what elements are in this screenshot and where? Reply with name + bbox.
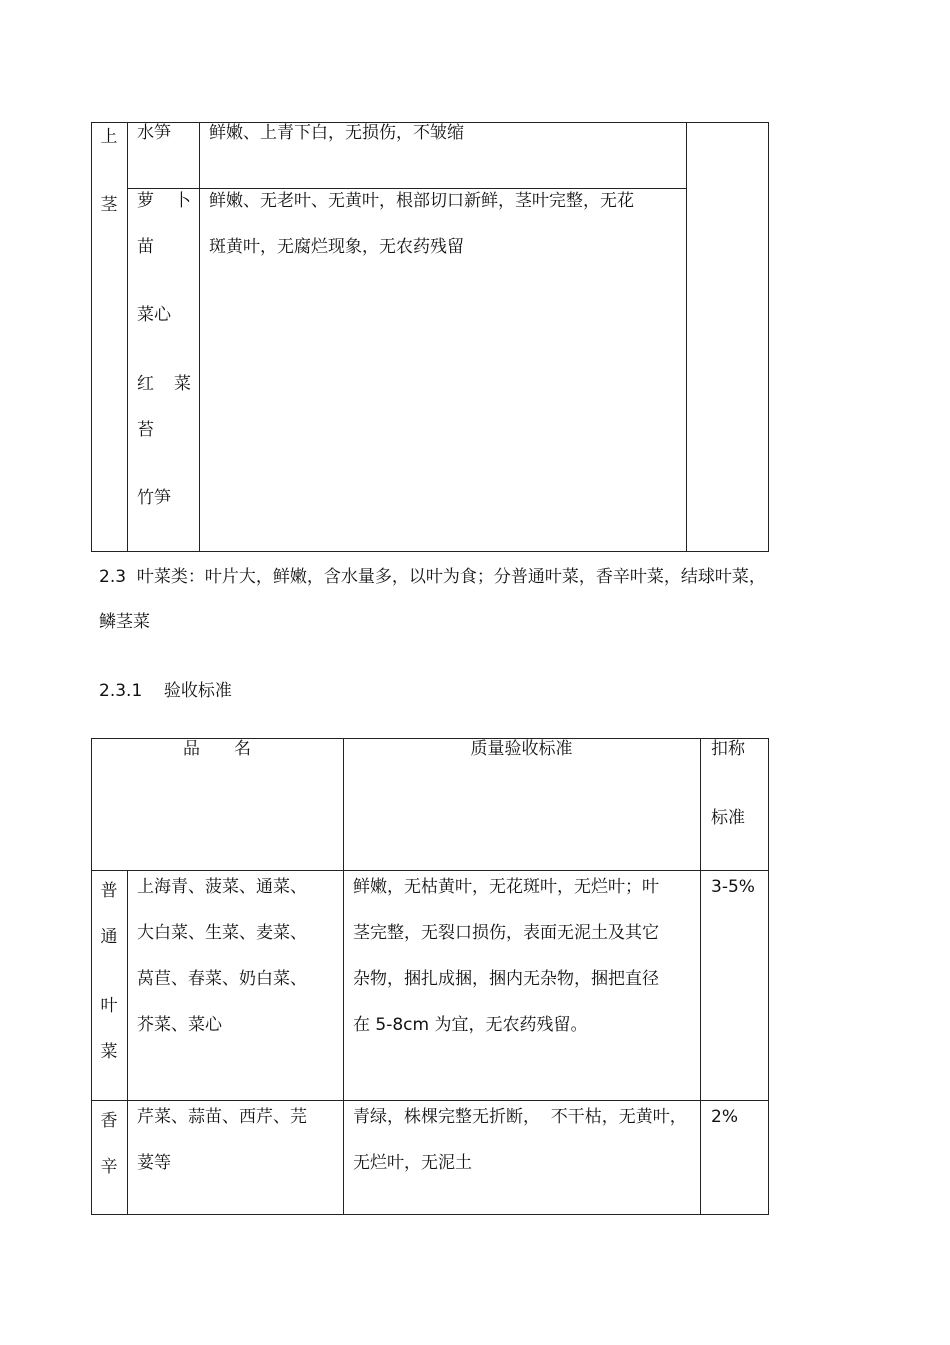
table-border bbox=[768, 738, 769, 1215]
category-char: 普 bbox=[100, 881, 118, 901]
quality-standard: 青绿，株棵完整无折断， 不干枯，无黄叶， bbox=[353, 1107, 687, 1127]
table-border bbox=[768, 122, 769, 552]
vegetable-name: 竹笋 bbox=[137, 488, 171, 508]
header-deduct: 标准 bbox=[711, 808, 745, 828]
group-char: 茎 bbox=[100, 195, 118, 215]
category-char: 菜 bbox=[100, 1042, 118, 1062]
vegetable-name: 菜心 bbox=[137, 305, 171, 325]
table-border bbox=[91, 1214, 769, 1215]
table-border bbox=[127, 122, 128, 552]
section-2-3-1-title: 2.3.1 验收标准 bbox=[99, 681, 232, 701]
category-char: 辛 bbox=[100, 1157, 118, 1177]
quality-standard: 无烂叶，无泥土 bbox=[353, 1153, 472, 1173]
vegetable-names: 大白菜、生菜、麦菜、 bbox=[137, 923, 307, 943]
section-2-3-text: 2.3 叶菜类：叶片大，鲜嫩，含水量多，以叶为食；分普通叶菜，香辛叶菜，结球叶菜， bbox=[99, 567, 766, 587]
table-border bbox=[700, 738, 701, 1215]
vegetable-name: 苔 bbox=[137, 420, 154, 440]
quality-standard: 鲜嫩，无枯黄叶，无花斑叶，无烂叶；叶 bbox=[353, 877, 659, 897]
vegetable-names: 荽等 bbox=[137, 1153, 171, 1173]
header-standard: 质量验收标准 bbox=[470, 739, 573, 759]
quality-standard: 斑黄叶，无腐烂现象，无农药残留 bbox=[209, 237, 464, 257]
table-border bbox=[91, 551, 769, 552]
vegetable-names: 芹菜、蒜苗、西芹、芫 bbox=[137, 1107, 307, 1127]
deduct-value: 3-5% bbox=[711, 877, 755, 897]
group-char: 上 bbox=[100, 127, 118, 147]
vegetable-name: 苗 bbox=[137, 237, 154, 257]
table-border bbox=[91, 738, 92, 1215]
header-name: 品 名 bbox=[183, 739, 251, 759]
table-border bbox=[199, 122, 200, 552]
category-char: 通 bbox=[100, 927, 118, 947]
quality-standard: 茎完整，无裂口损伤，表面无泥土及其它 bbox=[353, 923, 659, 943]
quality-standard: 在 5-8cm 为宜，无农药残留。 bbox=[353, 1015, 588, 1035]
table-border bbox=[91, 1100, 769, 1101]
table-border bbox=[127, 870, 128, 1215]
vegetable-names: 上海青、菠菜、通菜、 bbox=[137, 877, 307, 897]
table-border bbox=[91, 870, 769, 871]
table-border bbox=[686, 122, 687, 552]
quality-standard: 鲜嫩、上青下白，无损伤，不皱缩 bbox=[209, 123, 464, 143]
vegetable-names: 莴苣、春菜、奶白菜、 bbox=[137, 969, 307, 989]
table-border bbox=[91, 122, 92, 552]
table-border bbox=[127, 188, 687, 189]
category-char: 香 bbox=[100, 1111, 118, 1131]
table-border bbox=[343, 738, 344, 1215]
quality-standard: 杂物，捆扎成捆，捆内无杂物，捆把直径 bbox=[353, 969, 659, 989]
header-deduct: 扣称 bbox=[711, 739, 745, 759]
vegetable-name: 水笋 bbox=[137, 123, 171, 143]
deduct-value: 2% bbox=[711, 1107, 738, 1127]
vegetable-name: 萝 卜 bbox=[137, 191, 191, 211]
category-char: 叶 bbox=[100, 996, 118, 1016]
vegetable-names: 芥菜、菜心 bbox=[137, 1015, 222, 1035]
vegetable-name: 红 菜 bbox=[137, 374, 191, 394]
quality-standard: 鲜嫩、无老叶、无黄叶，根部切口新鲜，茎叶完整，无花 bbox=[209, 191, 634, 211]
section-2-3-text: 鳞茎菜 bbox=[99, 612, 150, 632]
